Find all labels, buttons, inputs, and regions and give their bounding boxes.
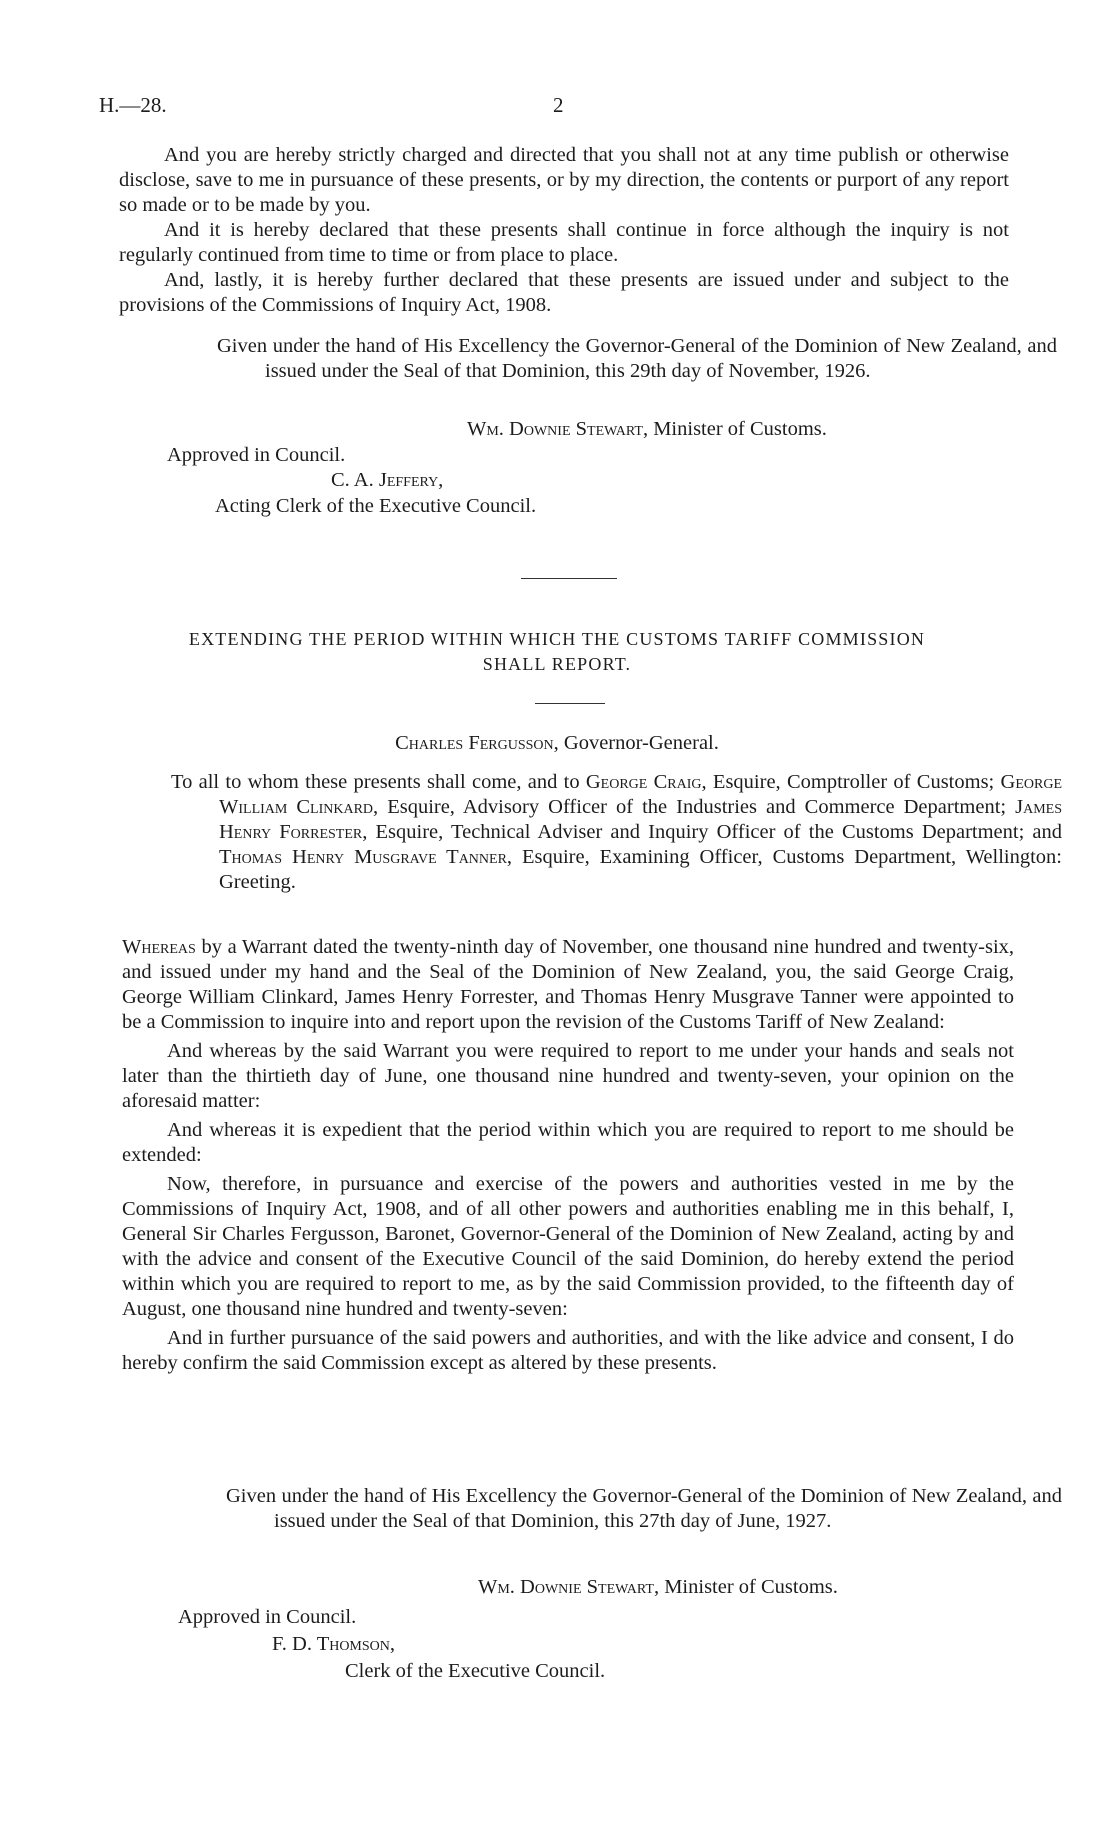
minister-signature-1: [467, 417, 1027, 442]
address-clause: To all to whom these presents shall come, and to George Craig, Esquire, Comptroller of Customs; George William Clinkard, Esquire, Advisory Officer of the Industries and Commerce Department; James Henry Forrester, Esquire, Technical Adviser and Inquiry Officer of the Customs Department; and Thomas Henry Musgrave Tanner, Esquire, Examining Officer, Customs Department, Wellington: Greeting.: [171, 771, 1063, 893]
addressee-name: George Craig,: [585, 771, 707, 793]
minister-title: Minister of Customs.: [664, 1576, 838, 1598]
second-paragraphs: [122, 935, 1014, 1376]
minister-signature-2: [478, 1575, 1038, 1600]
given-clause-2: Given under the hand of His Excellency the Governor-General of the Dominion of New Zealand, and issued under the Seal of that Dominion, this 27th day of June, 1927.: [226, 1485, 1062, 1532]
document-reference: H.—28.: [99, 93, 167, 117]
addressee-name: George William Clinkard,: [219, 771, 1062, 818]
paragraph: And you are hereby strictly charged and directed that you shall not at any time publish or otherwise disclose, save to me in pursuance of these presents, or by my direction, the contents or purport of any report so made or to be made by you.: [119, 144, 1009, 216]
paragraph: And in further pursuance of the said powers and authorities, and with the like advice and consent, I do hereby confirm the said Commission except as altered by these presents.: [122, 1327, 1014, 1374]
minister-title: Minister of Customs.: [653, 418, 827, 440]
page-number: 2: [553, 93, 564, 117]
paragraph: Now, therefore, in pursuance and exercise of the powers and authorities vested in me by the Commissions of Inquiry Act, 1908, and of all other powers and authorities enabling me in this behalf, I, General Sir Charles Fergusson, Baronet, Governor-General of the Dominion of New Zealand, acting by and with the advice and consent of the Executive Council of the said Dominion, do hereby extend the period within which you are required to report to me, as by the said Commission provided, to the fifteenth day of August, one thousand nine hundred and twenty-seven:: [122, 1173, 1014, 1320]
given-clause-1: Given under the hand of His Excellency the Governor-General of the Dominion of New Zealand, and issued under the Seal of that Dominion, this 29th day of November, 1926.: [217, 335, 1057, 382]
paragraph: And, lastly, it is hereby further declared that these presents are issued under and subject to the provisions of the Commissions of Inquiry Act, 1908.: [119, 269, 1009, 316]
whereas-paragraph: Whereas by a Warrant dated the twenty-ninth day of November, one thousand nine hundred and twenty-six, and issued under my hand and the Seal of the Dominion of New Zealand, you, the said George Craig, George William Clinkard, James Henry Forrester, and Thomas Henry Musgrave Tanner were appointed to be a Commission to inquire into and report upon the revision of the Customs Tariff of New Zealand:: [122, 936, 1015, 1033]
minister-name: Wm. Downie Stewart,: [478, 1576, 660, 1598]
heading-divider: [535, 703, 605, 704]
minister-name: Wm. Downie Stewart,: [467, 418, 649, 440]
addressee-name: Thomas Henry Musgrave Tanner,: [219, 846, 513, 868]
clerk-name: F. D. Thomson,: [272, 1633, 396, 1655]
governor-title: Governor-General.: [563, 732, 719, 754]
heading-line: SHALL REPORT.: [482, 654, 632, 674]
paragraph: And whereas it is expedient that the period within which you are required to report to me should be extended:: [122, 1119, 1014, 1166]
clerk-title: Acting Clerk of the Executive Council.: [215, 495, 537, 517]
section-divider: [521, 578, 617, 579]
paragraph: And whereas by the said Warrant you were required to report to me under your hands and seals not later than the thirtieth day of June, one thousand nine hundred and twenty-seven, your opinion on the aforesaid matter:: [122, 1040, 1014, 1112]
approved-in-council-1: Approved in Council.: [167, 444, 346, 466]
clerk-name: C. A. Jeffery,: [331, 469, 444, 491]
first-paragraphs: [119, 143, 1009, 318]
governor-name: Charles Fergusson,: [395, 732, 559, 754]
approved-in-council-2: Approved in Council.: [178, 1606, 357, 1628]
heading-line: EXTENDING THE PERIOD WITHIN WHICH THE CUSTOMS TARIFF COMMISSION: [188, 629, 926, 649]
addressee-name: James Henry Forrester,: [219, 796, 1062, 843]
section-heading: [100, 627, 1014, 677]
clerk-title: Clerk of the Executive Council.: [345, 1660, 606, 1682]
paragraph: And it is hereby declared that these presents shall continue in force although the inquiry is not regularly continued from time to time or from place to place.: [119, 219, 1009, 266]
whereas-word: Whereas: [122, 936, 196, 958]
governor-line: [300, 731, 814, 756]
